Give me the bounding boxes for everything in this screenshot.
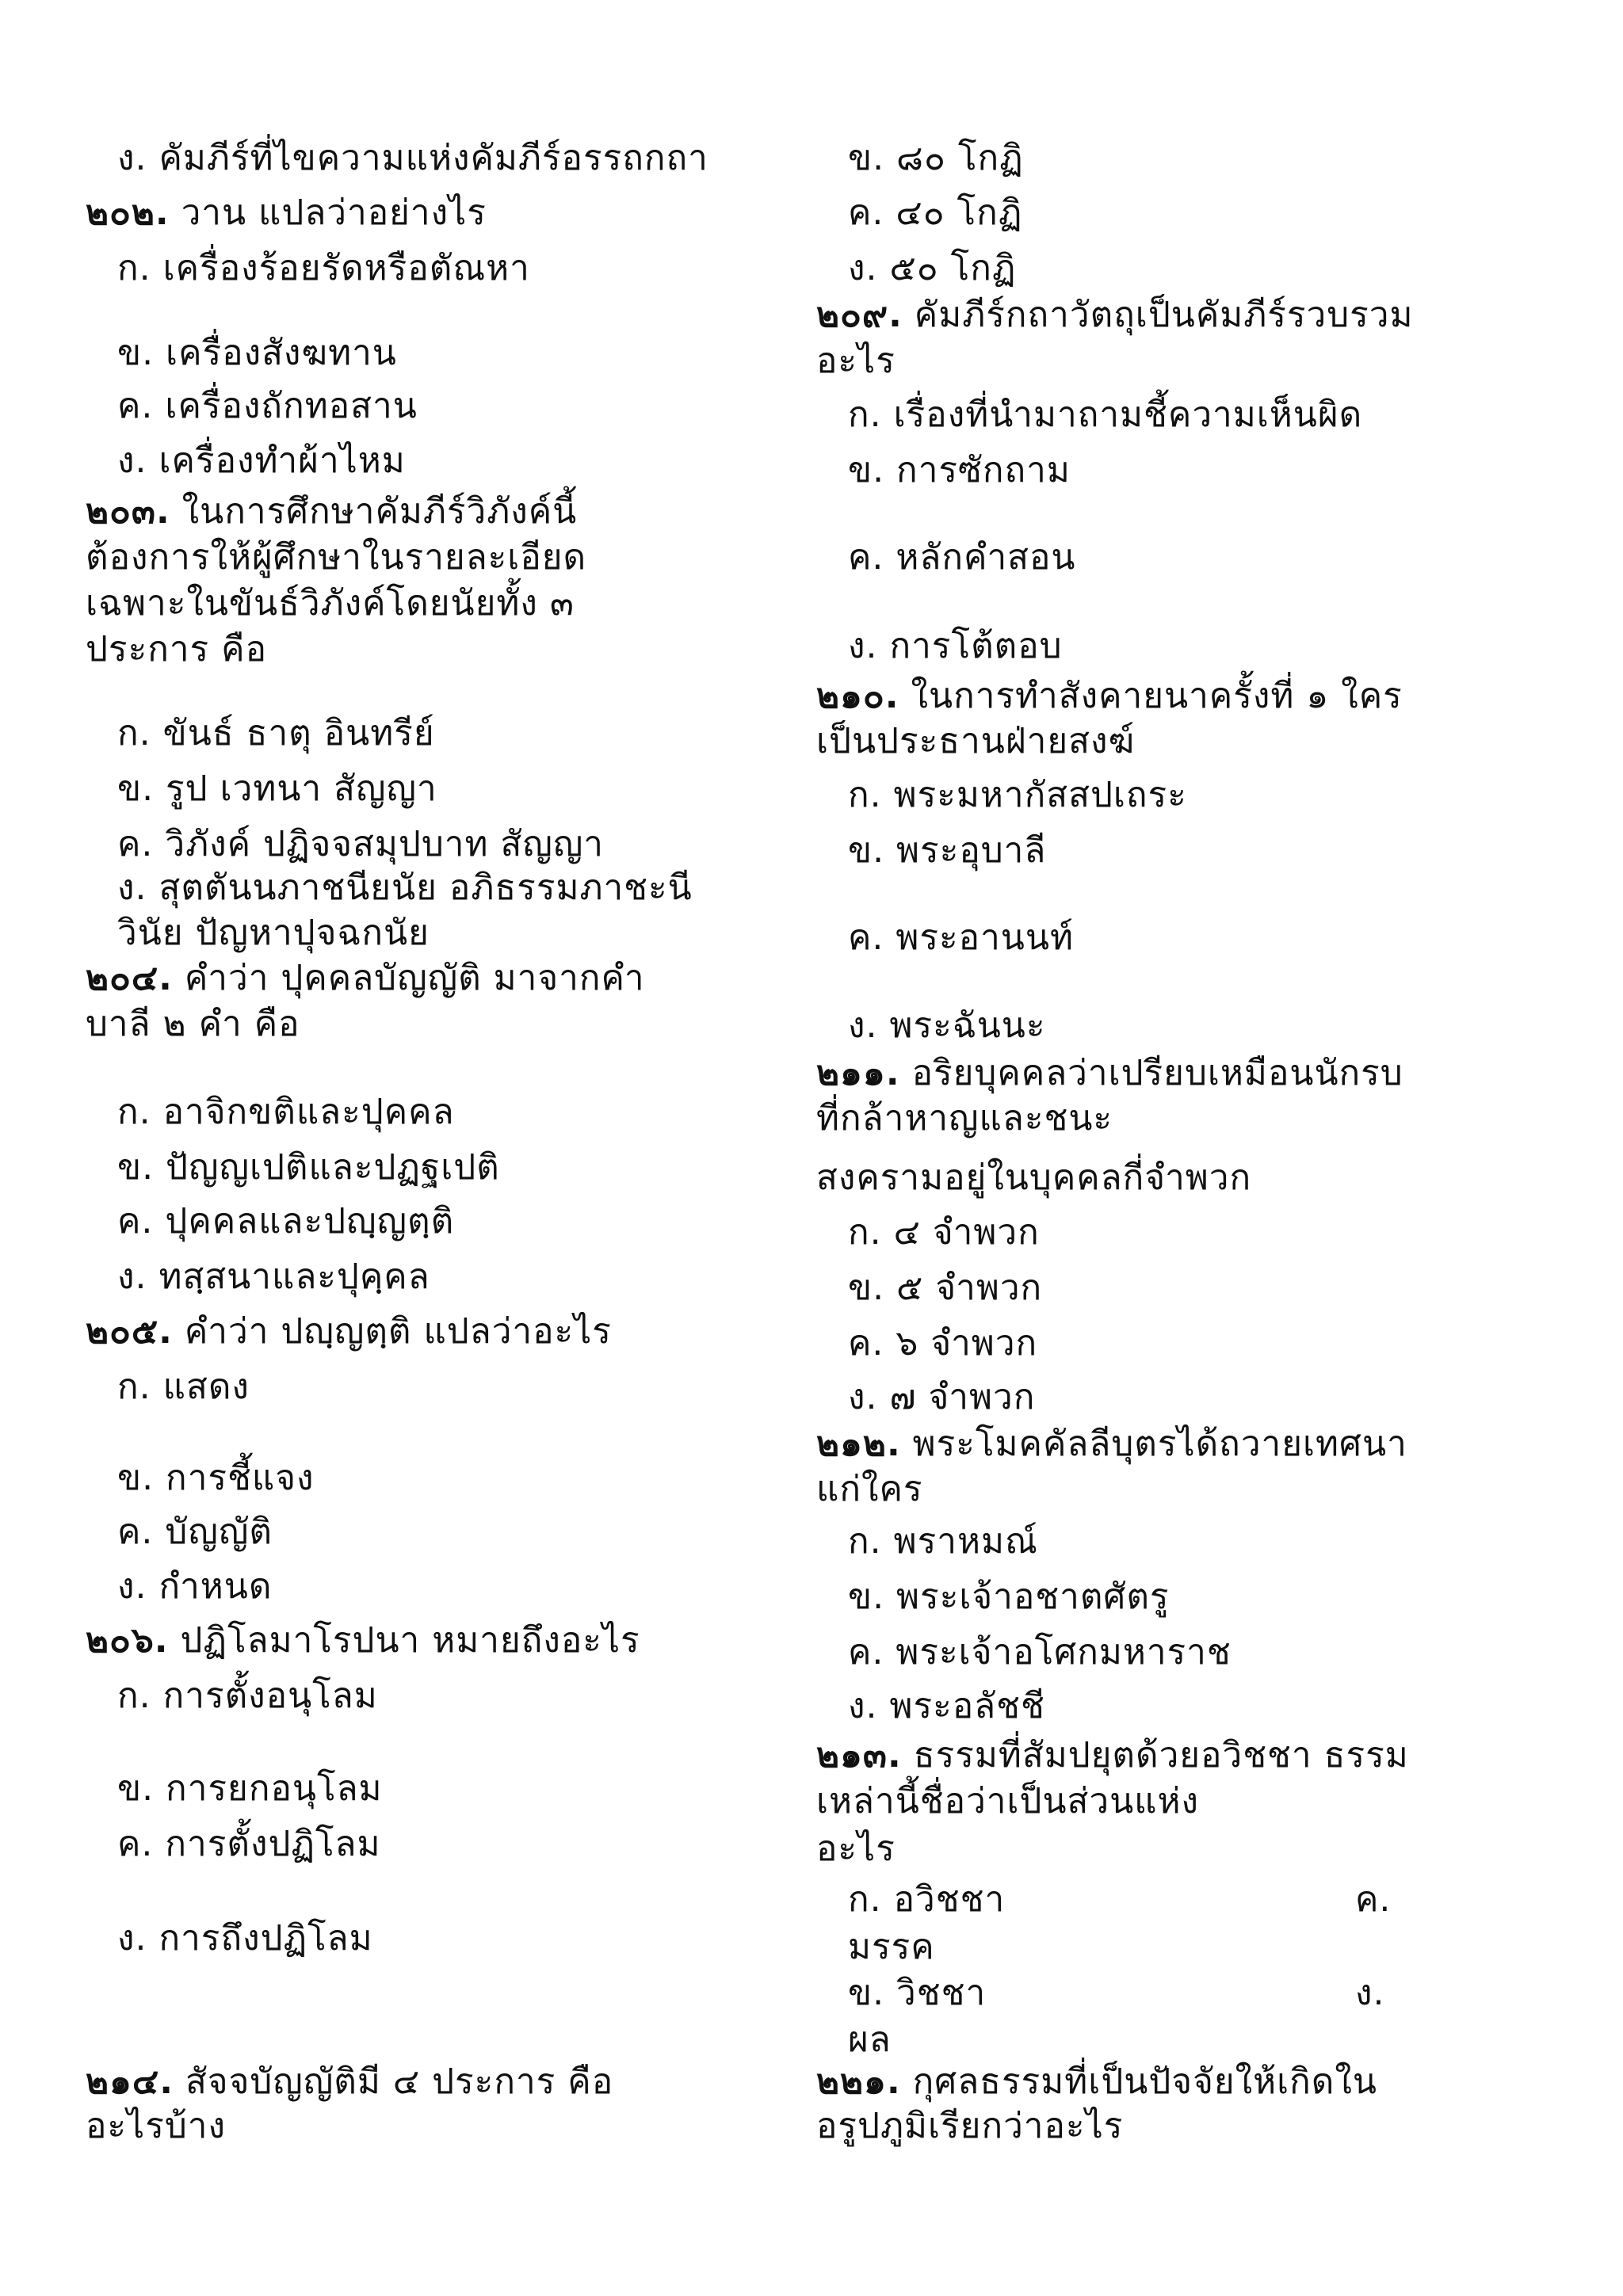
question-line — [816, 1732, 1409, 1779]
line-text: ปฏิโลมาโรปนา หมายถึงอะไร — [168, 1620, 640, 1661]
option-line — [117, 1672, 378, 1720]
question-number: ๒๑๑. — [816, 1053, 900, 1093]
question-line — [816, 1421, 1407, 1468]
line-text: อะไรบ้าง — [86, 2106, 226, 2146]
line-text: ข. วิชชา — [848, 1973, 987, 2013]
text-line — [816, 1778, 1199, 1825]
text-line — [816, 338, 896, 385]
line-text: กุศลธรรมที่เป็นปัจจัยให้เกิดใน — [900, 2061, 1377, 2102]
text-line — [816, 2103, 1123, 2150]
line-text: ก. พราหมณ์ — [848, 1521, 1038, 1562]
option-line — [117, 1253, 430, 1301]
question-number: ๒๐๙. — [816, 295, 903, 335]
line-text: ก. ๔ จำพวก — [848, 1212, 1040, 1253]
question-number: ๒๐๒. — [86, 193, 170, 233]
option-line — [117, 1915, 373, 1962]
option-line — [117, 1455, 315, 1502]
line-text: ง. กำหนด — [117, 1566, 273, 1607]
option-line — [848, 1002, 1046, 1050]
line-text: ข. พระเจ้าอชาตศัตรู — [848, 1577, 1170, 1617]
line-text: คัมภีร์กถาวัตถุเป็นคัมภีร์รวบรวม — [902, 295, 1414, 335]
line-text: ง. ทสฺสนาและปุคฺคล — [117, 1257, 430, 1297]
question-number: ๒๒๑. — [816, 2061, 901, 2102]
line-text: ในการทำสังคายนาครั้งที่ ๑ ใคร — [899, 676, 1403, 716]
line-text: อะไร — [816, 1829, 896, 1869]
line-text: ค. ปุคคลและปญฺญตฺติ — [117, 1201, 455, 1241]
option-line — [848, 1320, 1037, 1367]
line-text: ผล — [848, 2019, 892, 2060]
line-text: ค. ๖ จำพวก — [848, 1323, 1038, 1363]
text-line — [816, 1154, 1251, 1202]
option-line — [848, 772, 1187, 819]
line-text: ง. พระอลัชชี — [848, 1686, 1045, 1726]
option-line — [117, 383, 418, 430]
line-text: ง. ๕๐ โกฏิ — [848, 248, 1017, 288]
line-text: ธรรมที่สัมปยุตด้วยอวิชชา ธรรม — [901, 1735, 1409, 1775]
option-line — [117, 1363, 250, 1411]
option-line — [848, 1518, 1038, 1566]
question-number: ๒๐๕. — [86, 1311, 173, 1352]
line-text: ข. ปัญญเปติและปฏฐเปติ — [117, 1147, 500, 1188]
option-line — [117, 910, 430, 957]
line-text: คำว่า ปุคคลบัญญัติ มาจากคำ — [172, 958, 645, 998]
line-text: ก. เรื่องที่นำมาถามชี้ความเห็นผิด — [848, 395, 1363, 435]
line-text: แก่ใคร — [816, 1469, 923, 1509]
line-text: ข. การซักถาม — [848, 450, 1071, 490]
option-line — [848, 1264, 1042, 1312]
question-line — [86, 1617, 640, 1665]
question-line — [86, 1308, 612, 1356]
line-text: ก. ขันธ์ ธาตุ อินทรีย์ — [117, 713, 435, 753]
option-line — [117, 864, 693, 912]
option-line — [848, 189, 1022, 237]
line-text: ง. การถึงปฏิโลม — [117, 1918, 373, 1958]
question-line — [86, 955, 645, 1002]
option-line — [848, 135, 1024, 182]
option-line — [848, 534, 1076, 582]
line-text: ค. — [1355, 1879, 1392, 1920]
line-text: ข. การชี้แจง — [117, 1458, 315, 1498]
option-line — [848, 245, 1016, 292]
line-text: บาลี ๒ คำ คือ — [86, 1004, 300, 1044]
option-line — [1355, 1876, 1391, 1924]
line-text: สัจจบัญญัติมี ๔ ประการ คือ — [173, 2061, 614, 2102]
line-text: ค. เครื่องถักทอสาน — [117, 386, 418, 426]
question-line — [816, 673, 1403, 720]
option-line — [117, 437, 406, 485]
option-line — [117, 821, 604, 868]
line-text: พระโมคคัลลีบุตรได้ถวายเทศนา — [900, 1424, 1407, 1464]
option-line — [848, 1629, 1232, 1676]
option-line — [848, 1573, 1170, 1621]
question-number: ๒๐๖. — [86, 1620, 169, 1661]
question-line — [816, 1050, 1403, 1097]
option-line — [848, 827, 1046, 875]
line-text: ค. หลักคำสอน — [848, 537, 1076, 578]
option-line — [848, 1924, 935, 1971]
line-text: ค. ๔๐ โกฏิ — [848, 193, 1023, 233]
option-line — [848, 623, 1063, 670]
line-text: ค. พระเจ้าอโศกมหาราช — [848, 1632, 1232, 1672]
text-line — [816, 1825, 896, 1873]
question-number: ๒๑๒. — [816, 1424, 901, 1464]
line-text: ง. สุตตันนภาชนียนัย อภิธรรมภาชะนี — [117, 868, 693, 908]
line-text: คำว่า ปญฺญตฺติ แปลว่าอะไร — [172, 1311, 612, 1352]
line-text: ก. เครื่องร้อยรัดหรือตัณหา — [117, 248, 530, 288]
option-line — [117, 1508, 273, 1556]
right-column — [800, 0, 1623, 2296]
line-text: ง. — [1355, 1973, 1385, 2013]
text-line — [816, 1095, 1113, 1142]
line-text: ง. พระฉันนะ — [848, 1005, 1046, 1046]
option-line — [848, 1683, 1045, 1730]
option-line — [117, 710, 435, 757]
line-text: ก. อาจิกขติและปุคคล — [117, 1092, 455, 1132]
option-line — [848, 1876, 1005, 1924]
line-text: ข. การยกอนุโลม — [117, 1768, 383, 1809]
line-text: ง. ๗ จำพวก — [848, 1377, 1036, 1417]
option-line — [848, 1209, 1040, 1257]
line-text: ค. พระอานนท์ — [848, 917, 1074, 958]
option-line — [117, 1144, 500, 1192]
line-text: อริยบุคคลว่าเปรียบเหมือนนักรบ — [899, 1053, 1403, 1093]
question-line — [86, 2058, 613, 2106]
question-line — [816, 292, 1414, 339]
text-line — [86, 534, 586, 582]
text-line — [86, 580, 575, 627]
option-line — [848, 1970, 986, 2017]
line-text: ต้องการให้ผู้ศึกษาในรายละเอียด — [86, 537, 587, 578]
text-line — [816, 718, 1135, 765]
line-text: ง. คัมภีร์ที่ไขความแห่งคัมภีร์อรรถกถา — [117, 138, 708, 178]
option-line — [117, 1198, 454, 1245]
line-text: ในการศึกษาคัมภีร์วิภังค์นี้ — [170, 491, 578, 532]
line-text: อรูปภูมิเรียกว่าอะไร — [816, 2106, 1124, 2146]
line-text: วาน แปลว่าอย่างไร — [169, 193, 487, 233]
option-line — [848, 391, 1362, 439]
question-number: ๒๑๔. — [86, 2061, 174, 2102]
question-number: ๒๐๓. — [86, 491, 170, 532]
option-line — [117, 1089, 455, 1136]
question-number: ๒๑๐. — [816, 676, 899, 716]
option-line — [848, 914, 1074, 962]
line-text: ที่กล้าหาญและชนะ — [816, 1098, 1113, 1138]
option-line — [117, 245, 530, 292]
line-text: ข. พระอุบาลี — [848, 830, 1047, 871]
line-text: ข. เครื่องสังฆทาน — [117, 333, 397, 373]
text-line — [816, 1466, 923, 1513]
option-line — [848, 447, 1071, 494]
option-line — [117, 1821, 381, 1868]
option-line — [848, 1374, 1035, 1421]
text-line — [86, 2103, 226, 2150]
line-text: ง. เครื่องทำผ้าไหม — [117, 441, 406, 481]
question-line — [816, 2058, 1377, 2106]
option-line — [117, 1765, 383, 1813]
line-text: มรรค — [848, 1927, 935, 1967]
line-text: ก. อวิชชา — [848, 1879, 1006, 1920]
line-text: ข. ๕ จำพวก — [848, 1268, 1043, 1308]
text-line — [86, 1001, 300, 1048]
line-text: สงครามอยู่ในบุคคลกี่จำพวก — [816, 1158, 1252, 1198]
line-text: ประการ คือ — [86, 629, 268, 669]
line-text: วินัย ปัญหาปุจฉกนัย — [117, 913, 430, 953]
line-text: เป็นประธานฝ่ายสงฆ์ — [816, 721, 1136, 761]
question-number: ๒๑๓. — [816, 1735, 902, 1775]
line-text: อะไร — [816, 341, 896, 381]
line-text: เฉพาะในขันธ์วิภังค์โดยนัยทั้ง ๓ — [86, 583, 575, 624]
question-number: ๒๐๔. — [86, 958, 173, 998]
line-text: ก. การตั้งอนุโลม — [117, 1676, 378, 1716]
line-text: ก. แสดง — [117, 1367, 250, 1407]
line-text: ข. รูป เวทนา สัญญา — [117, 769, 437, 809]
line-text: ง. การโต้ตอบ — [848, 626, 1063, 666]
option-line — [117, 135, 708, 182]
line-text: ค. บัญญัติ — [117, 1512, 273, 1552]
line-text: ค. วิภังค์ ปฏิจจสมุปบาท สัญญา — [117, 824, 605, 864]
question-line — [86, 488, 577, 536]
line-text: ค. การตั้งปฏิโลม — [117, 1824, 381, 1864]
text-line — [86, 626, 267, 673]
option-line — [848, 2016, 892, 2064]
option-line — [117, 330, 397, 377]
option-line — [1355, 1970, 1384, 2017]
line-text: ข. ๘๐ โกฏิ — [848, 138, 1024, 178]
option-line — [117, 1563, 272, 1611]
left-column — [0, 0, 800, 2296]
line-text: ก. พระมหากัสสปเถระ — [848, 775, 1187, 815]
question-line — [86, 189, 487, 237]
option-line — [117, 765, 437, 813]
line-text: เหล่านี้ชื่อว่าเป็นส่วนแห่ง — [816, 1781, 1200, 1821]
